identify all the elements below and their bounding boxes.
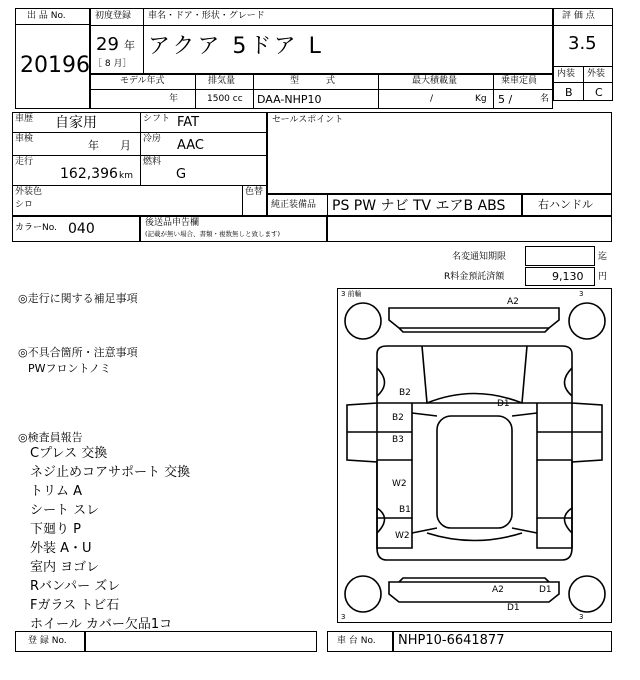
wheel-front-right-icon [569, 303, 605, 339]
era-year: 29 [96, 34, 119, 55]
bl-wheel-label: 3 [341, 613, 346, 621]
inspection-year-unit: 年 [88, 139, 99, 152]
displacement-value: 1500 cc [207, 94, 243, 104]
recycle-label: R料金預託済額 [444, 272, 505, 282]
ext-color-value: シロ [15, 200, 34, 210]
chassis-label: 車 台 No. [337, 636, 376, 646]
model-year-unit: 年 [169, 94, 179, 104]
doc-label: 後送品申告欄 [145, 218, 200, 228]
spec-div-2 [253, 74, 254, 109]
ac-label: 冷房 [143, 134, 162, 144]
mark-w2-left-lower: W2 [395, 531, 410, 541]
mark-d1-roof: D1 [497, 399, 510, 409]
mark-b1-left: B1 [399, 505, 411, 515]
history-value: 自家用 [55, 115, 97, 131]
score-sub-divider [583, 66, 584, 101]
ac-value: AAC [177, 138, 204, 153]
doc-note: (記載が無い場合、書類・複数無しと致します) [145, 230, 281, 238]
chassis-number: NHP10-6641877 [398, 633, 505, 648]
inspector-item: 室内 ヨゴレ [30, 560, 100, 575]
type-label: 型 式 [290, 76, 336, 86]
reg-no-value-box [85, 631, 317, 652]
spec-div-4 [493, 74, 494, 109]
steering-value: 右ハンドル [538, 198, 593, 211]
reg-month: ［ 8 月］ [93, 59, 132, 69]
wheel-rear-right-icon [569, 576, 605, 612]
history-label: 車歴 [15, 114, 34, 124]
wheel-rear-left-icon [345, 576, 381, 612]
car-name: アクア 5ドア L [148, 34, 324, 59]
color-change-label: 色替 [245, 187, 264, 197]
capacity-value: 5 / [498, 93, 513, 106]
mark-d1-bottom: D1 [507, 603, 520, 613]
lot-number: 20196 [20, 53, 90, 78]
max-load-slash: / [430, 94, 434, 104]
mileage-value: 162,396 [60, 166, 118, 182]
car-diagram [337, 288, 612, 623]
inspector-item: Rバンパー ズレ [30, 579, 121, 594]
inspector-item: Cプレス 交換 [30, 446, 108, 461]
type-value: DAA-NHP10 [257, 93, 322, 106]
model-year-label: モデル年式 [120, 76, 165, 86]
rear-bumper-outline [389, 582, 559, 602]
score-value: 3.5 [568, 33, 597, 54]
max-load-label: 最大積載量 [412, 76, 458, 86]
spec-header-line [90, 89, 553, 90]
name-change-label: 名変通知期限 [452, 252, 507, 262]
capacity-unit: 名 [540, 94, 550, 104]
inspector-item: 外装 A・U [30, 541, 92, 556]
equipment-label: 純正装備品 [271, 200, 317, 210]
name-change-box [525, 246, 595, 266]
inspection-month-unit: 月 [120, 139, 131, 152]
defects-title: ◎不具合箇所・注意事項 [18, 346, 138, 359]
mileage-unit: km [119, 171, 133, 181]
inspector-item: シート スレ [30, 503, 100, 518]
score-label: 評 価 点 [562, 11, 595, 21]
ext-color-label: 外装色 [15, 187, 43, 197]
inspector-item: Fガラス トビ石 [30, 598, 120, 613]
inspector-item: ホイール カバー欠品1コ [30, 617, 173, 632]
defect-item: PWフロントノミ [28, 362, 111, 375]
inspector-title: ◎検査員報告 [18, 431, 83, 444]
mark-d1-bottom-bumper: D1 [539, 585, 552, 595]
fuel-label: 燃料 [143, 157, 162, 167]
lot-label: 出 品 No. [27, 11, 66, 21]
car-name-label: 車名・ドア・形状・グレード [148, 11, 265, 21]
mark-b2-left-upper: B2 [399, 388, 411, 398]
tr-wheel-label: 3 [579, 290, 584, 298]
color-no-label: カラーNo. [15, 223, 57, 233]
first-reg-label: 初度登録 [95, 11, 132, 21]
tl-wheel-label: 3 前輪 [341, 290, 362, 298]
inspection-label: 車検 [15, 134, 34, 144]
displacement-label: 排気量 [208, 76, 236, 86]
exterior-label: 外装 [587, 69, 606, 79]
recycle-unit: 円 [598, 272, 608, 282]
details-line-3 [12, 185, 267, 186]
color-no-value: 040 [68, 221, 95, 237]
exterior-grade: C [595, 86, 603, 99]
reg-no-label: 登 録 No. [28, 636, 67, 646]
name-header-line [90, 25, 553, 26]
mark-a2-bottom: A2 [492, 585, 504, 595]
inspector-item: ネジ止めコアサポート 交換 [30, 465, 191, 480]
spec-div-3 [378, 74, 379, 109]
name-divider [143, 8, 144, 74]
score-header-line [553, 25, 613, 26]
interior-grade: B [565, 86, 573, 99]
inspector-item: 下廻り P [30, 522, 81, 537]
max-load-unit: Kg [475, 94, 487, 104]
br-wheel-label: 3 [579, 613, 584, 621]
equipment-value: PS PW ナビ TV エアB ABS [332, 198, 506, 214]
inspector-item: トリム A [30, 484, 83, 499]
spec-div-1 [195, 74, 196, 109]
color-change-divider [242, 185, 243, 216]
details-mid-divider [140, 112, 141, 185]
mark-b2-left-door: B2 [392, 413, 404, 423]
front-bumper-outline [389, 308, 559, 328]
capacity-label: 乗車定員 [501, 76, 538, 86]
sales-point-label: セールスポイント [272, 115, 344, 125]
fuel-value: G [176, 167, 187, 182]
name-change-unit: 迄 [598, 252, 608, 262]
doc-entry-box [327, 216, 612, 242]
mark-b3-left-door: B3 [392, 435, 404, 445]
mark-w2-left: W2 [392, 479, 407, 489]
mark-a2-top: A2 [507, 297, 519, 307]
driving-notes-title: ◎走行に関する補足事項 [18, 292, 138, 305]
wheel-front-left-icon [345, 303, 381, 339]
equipment-divider [327, 194, 328, 216]
mileage-label: 走行 [15, 157, 34, 167]
year-unit: 年 [124, 39, 135, 52]
interior-label: 内装 [557, 69, 576, 79]
shift-label: シフト [143, 114, 171, 124]
shift-value: FAT [177, 115, 200, 130]
recycle-fee: 9,130 [552, 270, 584, 283]
